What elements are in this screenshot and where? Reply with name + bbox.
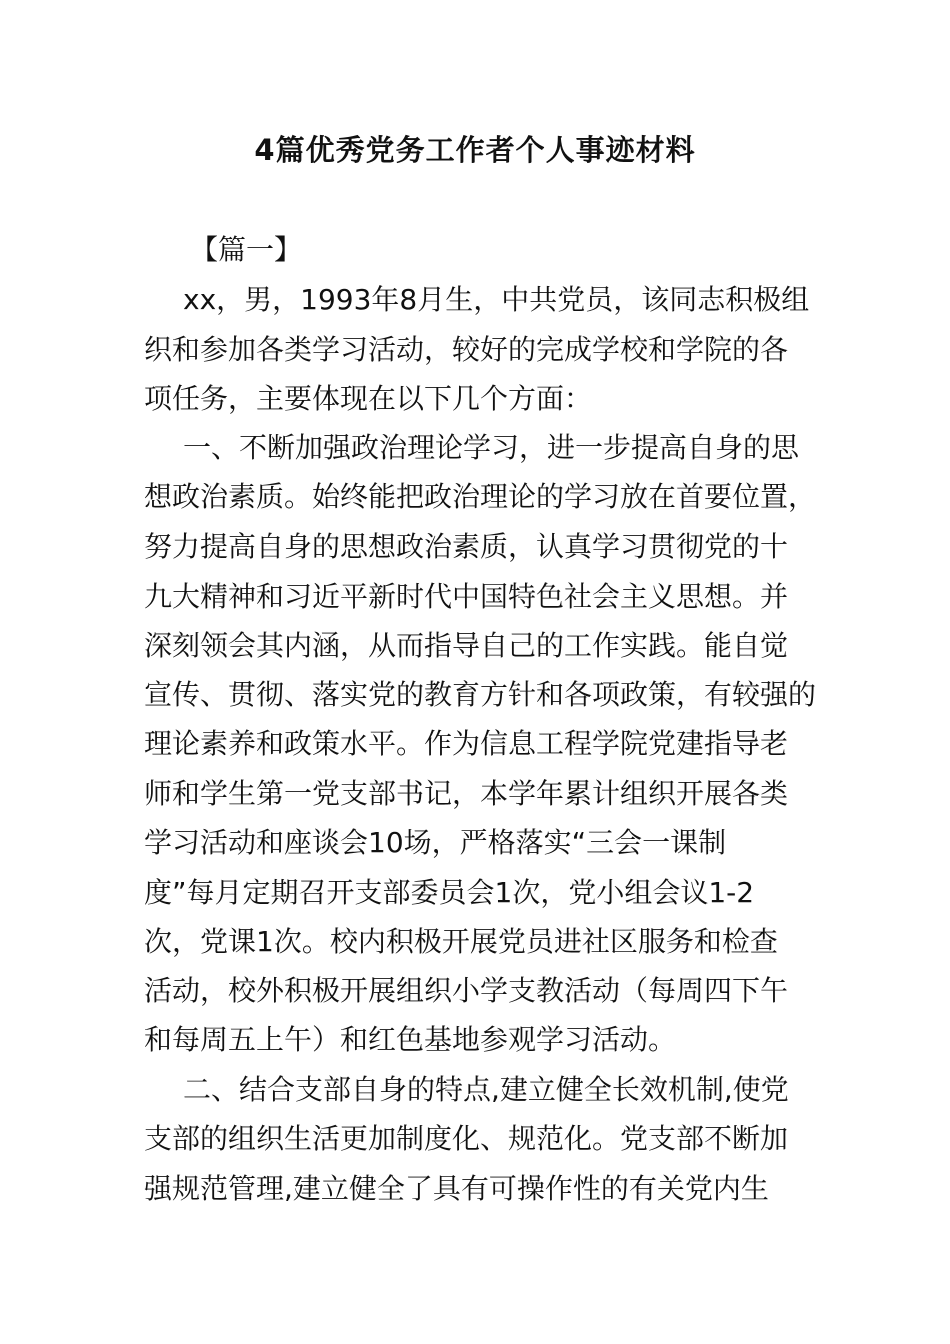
paragraph-line: 学习活动和座谈会10场，严格落实“三会一课制 [144, 826, 727, 859]
paragraph-line: 深刻领会其内涵，从而指导自己的工作实践。能自觉 [144, 629, 789, 662]
section-heading: 【篇一】 [190, 233, 303, 266]
paragraph-line: 一、不断加强政治理论学习，进一步提高自身的思 [183, 431, 800, 464]
paragraph-line: 二、结合支部自身的特点,建立健全长效机制,使党 [183, 1073, 789, 1106]
paragraph-line: 和每周五上午）和红色基地参观学习活动。 [144, 1023, 677, 1056]
paragraph-line: 次，党课1次。校内积极开展党员进社区服务和检查 [144, 925, 778, 958]
paragraph-line: 项任务，主要体现在以下几个方面： [144, 382, 593, 415]
paragraph-line: 支部的组织生活更加制度化、规范化。党支部不断加 [144, 1122, 789, 1155]
paragraph-line: 强规范管理,建立健全了具有可操作性的有关党内生 [144, 1172, 769, 1205]
paragraph-line: 宣传、贯彻、落实党的教育方针和各项政策，有较强的 [144, 678, 817, 711]
paragraph-line: 活动，校外积极开展组织小学支教活动（每周四下午 [144, 974, 789, 1007]
paragraph-line: 理论素养和政策水平。作为信息工程学院党建指导老 [144, 727, 789, 760]
paragraph-line: 想政治素质。始终能把政治理论的学习放在首要位置， [144, 480, 817, 513]
paragraph-line: 努力提高自身的思想政治素质，认真学习贯彻党的十 [144, 530, 789, 563]
paragraph-line: xx，男，1993年8月生，中共党员，该同志积极组 [183, 283, 810, 316]
document-title: 4篇优秀党务工作者个人事迹材料 [254, 133, 696, 167]
paragraph-line: 九大精神和习近平新时代中国特色社会主义思想。并 [144, 580, 789, 613]
paragraph-line: 织和参加各类学习活动，较好的完成学校和学院的各 [144, 333, 789, 366]
paragraph-line: 师和学生第一党支部书记，本学年累计组织开展各类 [144, 777, 789, 810]
paragraph-line: 度”每月定期召开支部委员会1次，党小组会议1-2 [144, 876, 755, 909]
